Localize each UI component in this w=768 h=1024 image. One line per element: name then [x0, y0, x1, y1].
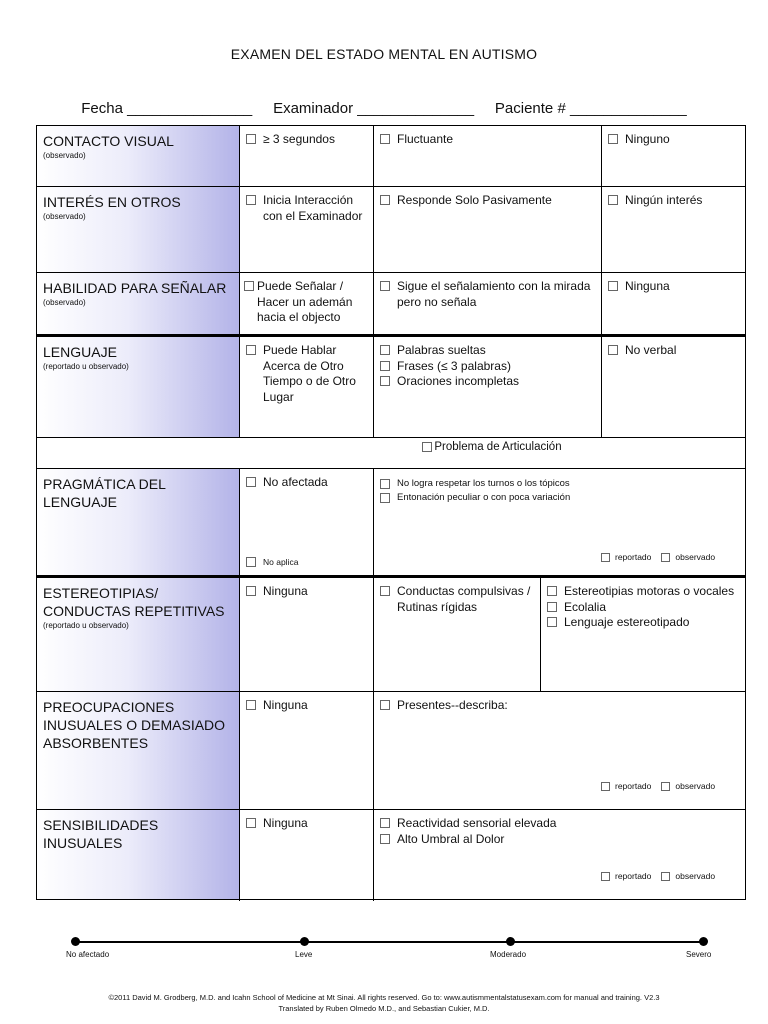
- scale-label-leve: Leve: [295, 950, 313, 959]
- footer-translation: Translated by Ruben Olmedo M.D., and Sebastian Cukier, M.D.: [278, 1004, 490, 1013]
- pragmatica-source[interactable]: reportado observado: [601, 552, 715, 562]
- checkbox[interactable]: [380, 700, 390, 710]
- checkbox[interactable]: [380, 281, 390, 291]
- checkbox[interactable]: [246, 134, 256, 144]
- checkbox[interactable]: [661, 782, 670, 791]
- estereotipias-option-b[interactable]: Conductas compulsivas / Rutinas rígidas: [373, 578, 541, 615]
- scale-label-severo: Severo: [686, 950, 712, 959]
- checkbox[interactable]: [246, 818, 256, 828]
- interes-option-a[interactable]: Inicia Interacción con el Examinador: [239, 187, 373, 224]
- checkbox[interactable]: [608, 345, 618, 355]
- checkbox[interactable]: [380, 376, 390, 386]
- habilidad-option-a[interactable]: Puede Señalar / Hacer un ademán hacia el objecto: [239, 273, 373, 326]
- articulacion-option[interactable]: Problema de Articulación: [239, 440, 745, 456]
- interes-option-c[interactable]: Ningún interés: [601, 187, 745, 209]
- form-title: EXAMEN DEL ESTADO MENTAL EN AUTISMO: [230, 46, 538, 62]
- checkbox[interactable]: [422, 442, 432, 452]
- lenguaje-option-a[interactable]: Puede Hablar Acerca de Otro Tiempo o de Otro Lugar: [239, 337, 373, 405]
- checkbox[interactable]: [661, 872, 670, 881]
- checkbox[interactable]: [661, 553, 670, 562]
- checkbox[interactable]: [380, 345, 390, 355]
- contacto-option-b[interactable]: Fluctuante: [373, 126, 601, 148]
- scale-dot[interactable]: [71, 937, 80, 946]
- habilidad-option-c[interactable]: Ninguna: [601, 273, 745, 295]
- pragmatica-option-b[interactable]: No logra respetar los turnos o los tópicos Entonación peculiar o con poca variación: [373, 471, 745, 505]
- interes-option-b[interactable]: Responde Solo Pasivamente: [373, 187, 601, 209]
- checkbox[interactable]: [246, 345, 256, 355]
- checkbox[interactable]: [246, 700, 256, 710]
- header-fields[interactable]: Fecha _______________ Examinador ______________ Paciente # ______________: [81, 100, 687, 117]
- footer-copyright: ©2011 David M. Grodberg, M.D. and Icahn School of Medicine at Mt Sinai. All rights reserved. Go to: www.autismmentalstatusexam.com for manual and training. V2.3: [108, 993, 660, 1002]
- checkbox[interactable]: [246, 586, 256, 596]
- pragmatica-option-a[interactable]: No afectada No aplica: [239, 469, 373, 576]
- contacto-option-c[interactable]: Ninguno: [601, 126, 745, 148]
- category-contacto-visual: [37, 126, 239, 186]
- checkbox[interactable]: [380, 818, 390, 828]
- category-lenguaje: LENGUAJE (reportado u observado): [37, 337, 239, 437]
- scale-label-no-afectado: No afectado: [66, 950, 110, 959]
- sensibilidades-source[interactable]: reportado observado: [601, 871, 715, 881]
- habilidad-option-b[interactable]: Sigue el señalamiento con la mirada pero no señala: [373, 273, 601, 310]
- estereotipias-option-a[interactable]: Ninguna: [239, 578, 373, 600]
- checkbox[interactable]: [244, 281, 254, 291]
- category-name: CONTACTO VISUAL: [43, 133, 174, 149]
- category-habilidad: HABILIDAD PARA SEÑALAR (observado): [37, 273, 239, 335]
- checkbox[interactable]: [380, 195, 390, 205]
- checkbox[interactable]: [246, 195, 256, 205]
- checkbox[interactable]: [601, 872, 610, 881]
- checkbox[interactable]: [608, 134, 618, 144]
- preocupaciones-source[interactable]: reportado observado: [601, 781, 715, 791]
- category-sensibilidades: SENSIBILIDADES INUSUALES: [37, 810, 239, 899]
- preocupaciones-option-b[interactable]: Presentes--describa:: [373, 692, 745, 714]
- category-preocupaciones: PREOCUPACIONES INUSUALES O DEMASIADO ABSORBENTES: [37, 692, 239, 809]
- category-interes: INTERÉS EN OTROS (observado): [37, 187, 239, 272]
- checkbox[interactable]: [601, 782, 610, 791]
- exam-grid: [36, 125, 746, 900]
- checkbox[interactable]: [246, 557, 256, 567]
- checkbox[interactable]: [608, 195, 618, 205]
- checkbox[interactable]: [380, 134, 390, 144]
- scale-dot[interactable]: [300, 937, 309, 946]
- checkbox[interactable]: [608, 281, 618, 291]
- checkbox[interactable]: [601, 553, 610, 562]
- checkbox[interactable]: [246, 477, 256, 487]
- scale-label-moderado: Moderado: [490, 950, 527, 959]
- estereotipias-option-c[interactable]: Estereotipias motoras o vocales Ecolalia Lenguaje estereotipado: [540, 578, 745, 631]
- severity-scale-line: [75, 941, 705, 943]
- checkbox[interactable]: [547, 586, 557, 596]
- lenguaje-option-b[interactable]: Palabras sueltas Frases (≤ 3 palabras) Oraciones incompletas: [373, 337, 601, 390]
- category-pragmatica: PRAGMÁTICA DEL LENGUAJE: [37, 469, 239, 576]
- checkbox[interactable]: [380, 586, 390, 596]
- checkbox[interactable]: [547, 617, 557, 627]
- checkbox[interactable]: [547, 602, 557, 612]
- sensibilidades-option-b[interactable]: Reactividad sensorial elevada Alto Umbral al Dolor: [373, 810, 745, 847]
- checkbox[interactable]: [380, 479, 390, 489]
- preocupaciones-option-a[interactable]: Ninguna: [239, 692, 373, 714]
- scale-dot[interactable]: [506, 937, 515, 946]
- checkbox[interactable]: [380, 834, 390, 844]
- scale-dot[interactable]: [699, 937, 708, 946]
- category-sub: (observado): [43, 151, 86, 160]
- sensibilidades-option-a[interactable]: Ninguna: [239, 810, 373, 832]
- checkbox[interactable]: [380, 361, 390, 371]
- lenguaje-option-c[interactable]: No verbal: [601, 337, 745, 359]
- category-estereotipias: ESTEREOTIPIAS/ CONDUCTAS REPETITIVAS (reportado u observado): [37, 578, 239, 691]
- contacto-option-a[interactable]: ≥ 3 segundos: [239, 126, 373, 148]
- checkbox[interactable]: [380, 493, 390, 503]
